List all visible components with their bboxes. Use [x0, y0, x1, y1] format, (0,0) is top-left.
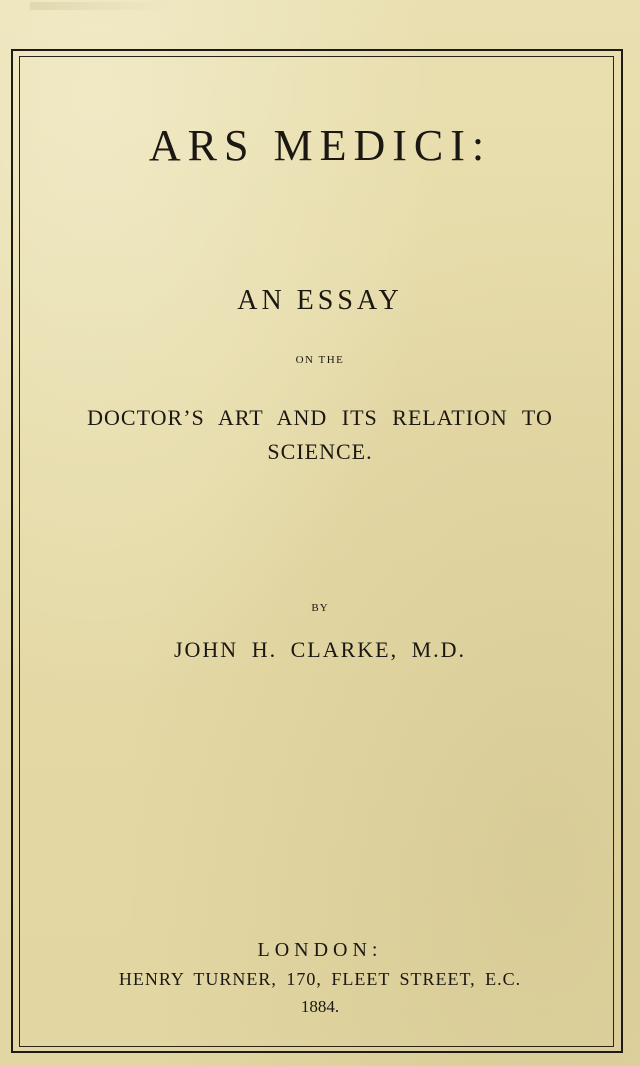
publication-place: LONDON:	[257, 939, 383, 961]
book-title: ARS MEDICI:	[148, 121, 492, 170]
author-name: JOHN H. CLARKE, M.D.	[173, 637, 467, 662]
publication-year: 1884.	[300, 997, 340, 1016]
faint-top-mark	[30, 2, 170, 10]
description-line-1: DOCTOR’S ART AND ITS RELATION TO	[87, 405, 553, 430]
connector-text: ON THE	[295, 354, 345, 366]
by-label: BY	[311, 602, 329, 614]
description-line-2: SCIENCE.	[267, 439, 373, 464]
publisher-info: HENRY TURNER, 170, FLEET STREET, E.C.	[118, 969, 522, 989]
inner-border	[19, 56, 614, 1047]
book-subtitle: AN ESSAY	[237, 285, 403, 316]
